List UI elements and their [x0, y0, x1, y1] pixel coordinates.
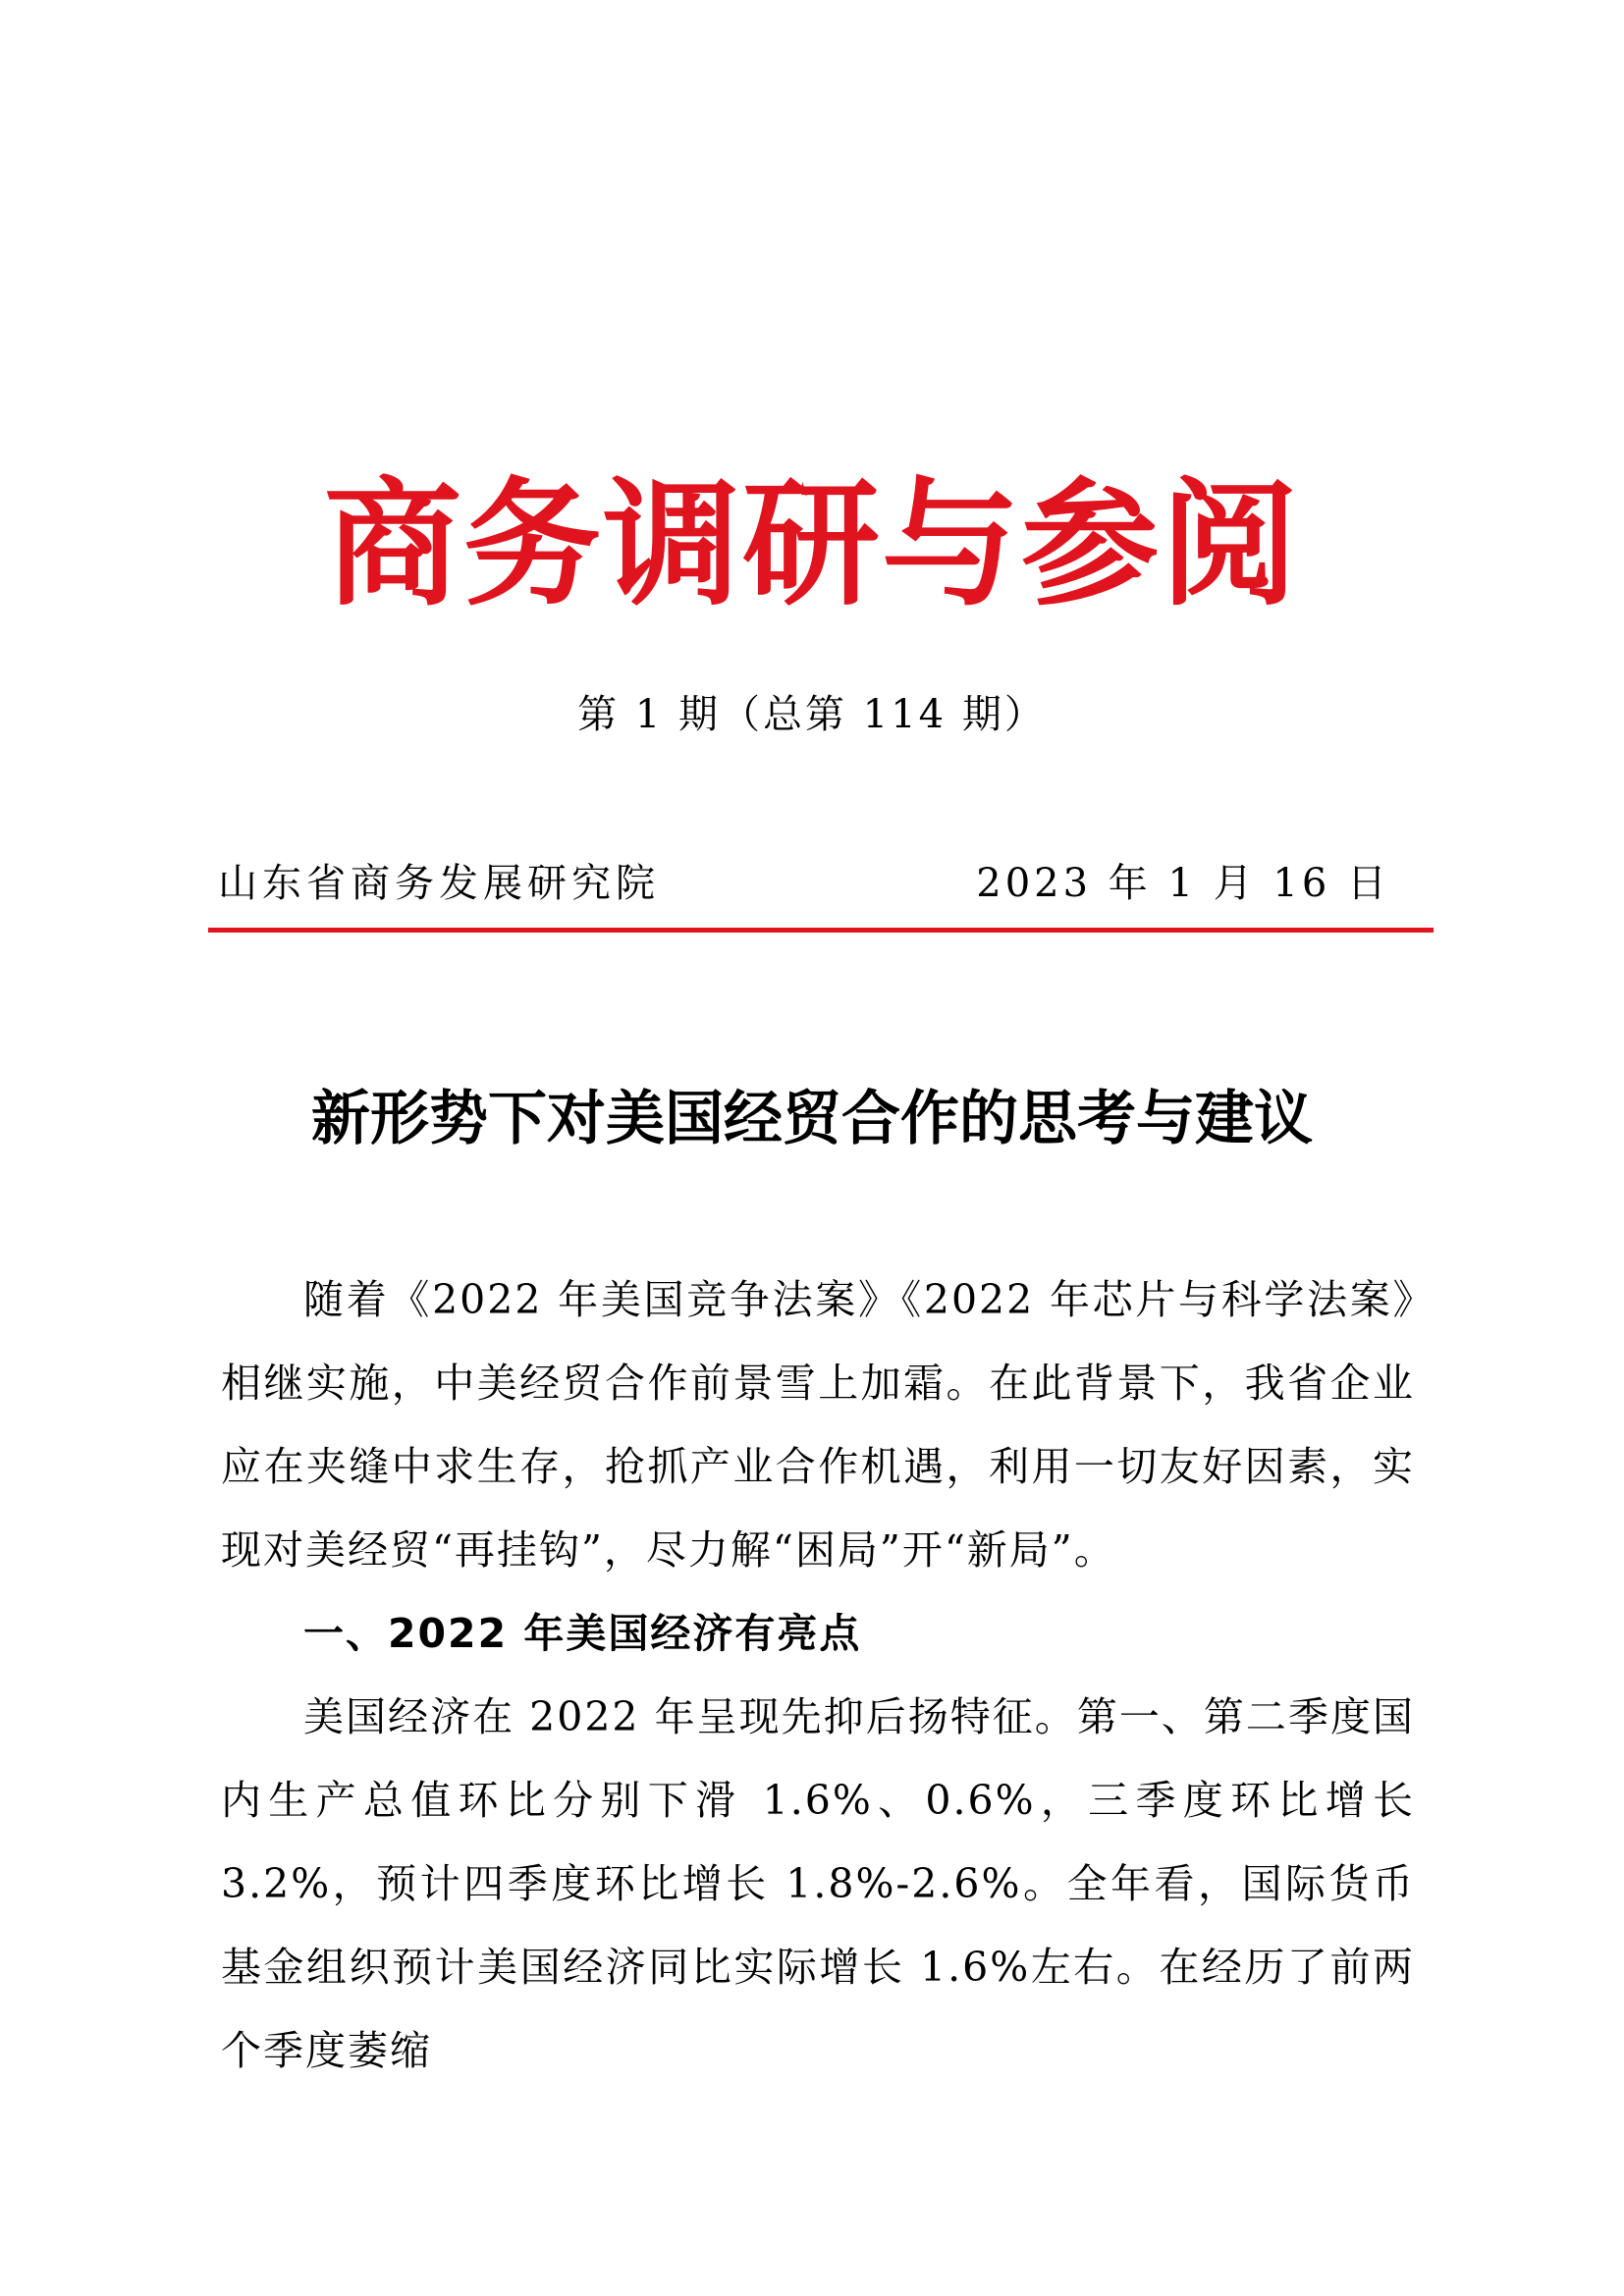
intro-paragraph: 随着《2022 年美国竞争法案》《2022 年芯片与科学法案》相继实施，中美经贸合作前景雪上加霜。在此背景下，我省企业应在夹缝中求生存，抢抓产业合作机遇，利用一切友好因素，实现对美经贸“再挂钩”，尽力解“困局”开“新局”。	[221, 1276, 1415, 1574]
article-body	[221, 1258, 1415, 2093]
section-heading: 一、2022 年美国经济有亮点	[303, 1610, 862, 1657]
publication-date: 2023 年 1 月 16 日	[976, 861, 1390, 906]
body-paragraph: 美国经济在 2022 年呈现先抑后扬特征。第一、第二季度国内生产总值环比分别下滑 1.6%、0.6%，三季度环比增长 3.2%，预计四季度环比增长 1.8%-2.6%。全年看，国际货币基金组织预计美国经济同比实际增长 1.6%左右。在经历了前两个季度萎缩	[221, 1693, 1415, 2074]
issue-number: 第 1 期（总第 114 期）	[577, 692, 1047, 737]
article-title: 新形势下对美国经贸合作的思考与建议	[311, 1085, 1313, 1153]
publisher-name: 山东省商务发展研究院	[218, 861, 660, 906]
masthead-title: 商务调研与参阅	[323, 464, 1300, 625]
red-divider-rule	[208, 928, 1434, 933]
